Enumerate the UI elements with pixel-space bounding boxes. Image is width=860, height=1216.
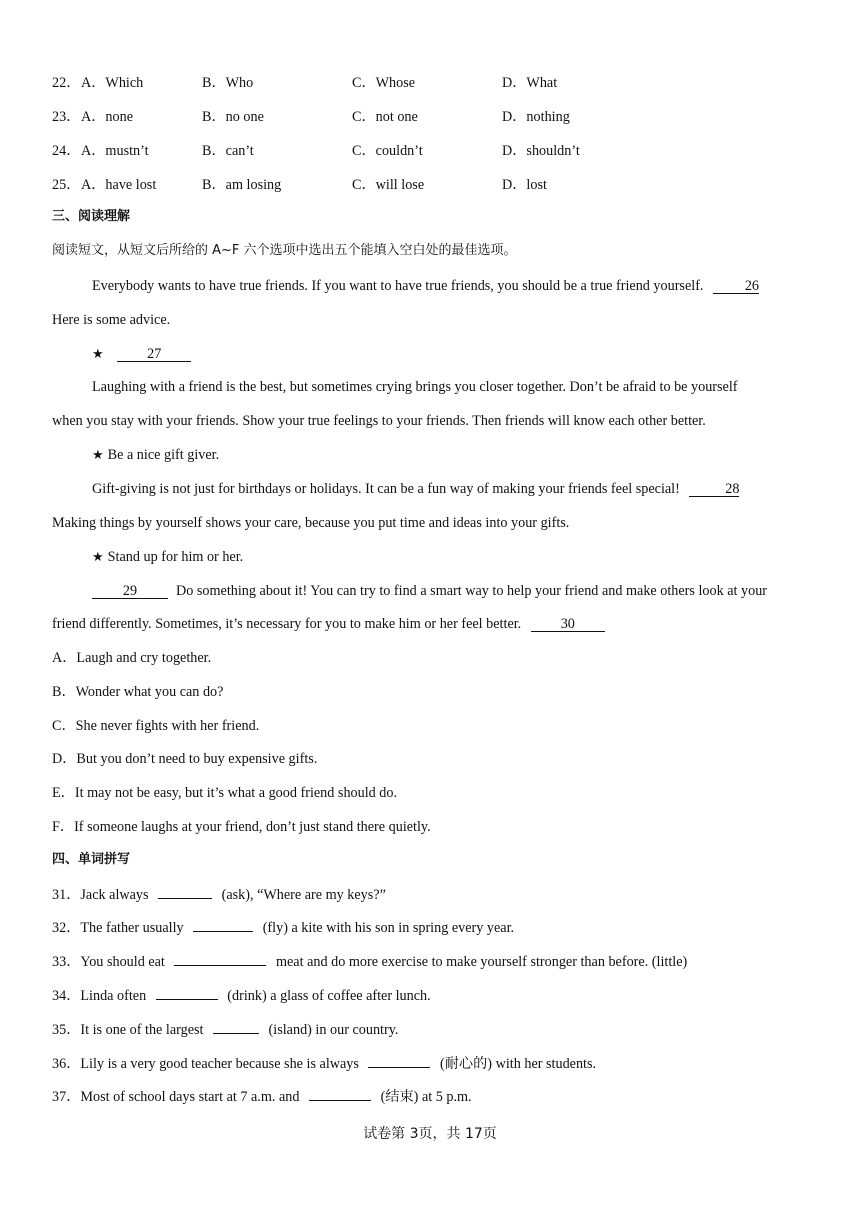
paragraph-1-line-2: Here is some advice. — [52, 312, 171, 328]
item-number: 31． — [52, 887, 81, 903]
item-text-pre: It is one of the largest — [80, 1022, 204, 1038]
item-number: 35． — [52, 1022, 81, 1038]
item-text-post: (ask), “Where are my keys?” — [221, 887, 386, 903]
star-icon: ★ — [92, 347, 104, 362]
option-c: C．couldn’t — [352, 143, 423, 159]
section-heading-spelling: 四、单词拼写 — [52, 852, 131, 867]
page-footer: 试卷第 3页，共 17页 — [363, 1126, 497, 1142]
subheading-text: Be a nice gift giver. — [107, 447, 220, 463]
answer-blank[interactable] — [174, 965, 266, 966]
question-number: 23． — [52, 109, 81, 125]
paragraph-1-line-1 — [92, 279, 759, 294]
option-a: A．Which — [81, 75, 144, 91]
paragraph-3-line-1 — [92, 482, 739, 497]
choice-b: B．Wonder what you can do? — [52, 684, 224, 700]
spelling-item-32 — [52, 921, 514, 935]
option-b: B．Who — [202, 75, 254, 91]
spelling-item-33 — [52, 955, 687, 969]
spelling-item-34 — [52, 989, 431, 1003]
paragraph-text: Gift-giving is not just for birthdays or holidays. It can be a fun way of making your friends feel special! — [92, 481, 680, 497]
item-text-post: (fly) a kite with his son in spring every year. — [262, 920, 515, 936]
option-d: D．What — [502, 75, 558, 91]
paragraph-2-line-1: Laughing with a friend is the best, but sometimes crying brings you closer together. Don’t be afraid to be yourself — [92, 379, 738, 395]
item-text-pre: You should eat — [80, 954, 165, 970]
spelling-item-31 — [52, 888, 386, 902]
subheading-27 — [92, 347, 191, 362]
choice-e: E．It may not be easy, but it’s what a good friend should do. — [52, 785, 398, 801]
choice-d: D．But you don’t need to buy expensive gifts. — [52, 751, 318, 767]
option-d: D．lost — [502, 177, 547, 193]
item-number: 34． — [52, 988, 81, 1004]
subheading-gift — [92, 448, 219, 462]
item-number: 36． — [52, 1056, 81, 1072]
option-c: C．will lose — [352, 177, 425, 193]
item-text-pre: The father usually — [80, 920, 184, 936]
paragraph-4-line-1 — [92, 584, 767, 599]
item-text-pre: Jack always — [80, 887, 149, 903]
option-c: C．Whose — [352, 75, 416, 91]
section-instruction: 阅读短文，从短文后所给的 A~F 六个选项中选出五个能填入空白处的最佳选项。 — [52, 243, 517, 258]
paragraph-text: Do something about it! You can try to find a smart way to help your friend and make others look at your — [176, 583, 768, 599]
blank-29: 29 — [92, 584, 168, 599]
paragraph-text: Everybody wants to have true friends. If you want to have true friends, you should be a true friend yourself. — [92, 278, 704, 294]
answer-blank[interactable] — [309, 1100, 371, 1101]
item-text-post: (结束) at 5 p.m. — [380, 1089, 472, 1105]
blank-26: 26 — [713, 279, 759, 294]
option-b: B．am losing — [202, 177, 282, 193]
star-icon: ★ — [92, 550, 104, 565]
option-d: D．nothing — [502, 109, 570, 125]
item-number: 37． — [52, 1089, 81, 1105]
answer-blank[interactable] — [213, 1033, 259, 1034]
answer-blank[interactable] — [193, 931, 253, 932]
paragraph-3-line-2: Making things by yourself shows your care, because you put time and ideas into your gifts. — [52, 515, 570, 531]
section-heading-reading: 三、阅读理解 — [52, 209, 131, 224]
paragraph-2-line-2: when you stay with your friends. Show your true feelings to your friends. Then friends will know each other better. — [52, 413, 706, 429]
question-number: 25． — [52, 177, 81, 193]
item-number: 32． — [52, 920, 81, 936]
option-a: A．mustn’t — [81, 143, 149, 159]
subheading-text: Stand up for him or her. — [107, 549, 244, 565]
star-icon: ★ — [92, 448, 104, 463]
question-number: 24． — [52, 143, 81, 159]
item-text-pre: Lily is a very good teacher because she is always — [80, 1056, 359, 1072]
choice-c: C．She never fights with her friend. — [52, 718, 260, 734]
blank-30: 30 — [531, 617, 605, 632]
option-d: D．shouldn’t — [502, 143, 580, 159]
option-a: A．have lost — [81, 177, 157, 193]
option-b: B．can’t — [202, 143, 254, 159]
item-number: 33． — [52, 954, 81, 970]
item-text-post: meat and do more exercise to make yourself stronger than before. (little) — [275, 954, 688, 970]
blank-28: 28 — [689, 482, 739, 497]
option-b: B．no one — [202, 109, 264, 125]
spelling-item-35 — [52, 1023, 398, 1037]
answer-blank[interactable] — [156, 999, 218, 1000]
question-number: 22． — [52, 75, 81, 91]
spelling-item-37 — [52, 1090, 472, 1104]
paragraph-4-line-2 — [52, 617, 605, 632]
item-text-post: (island) in our country. — [268, 1022, 399, 1038]
subheading-stand-up — [92, 550, 243, 564]
option-a: A．none — [81, 109, 134, 125]
choice-a: A．Laugh and cry together. — [52, 650, 212, 666]
paragraph-text: friend differently. Sometimes, it’s necessary for you to make him or her feel better. — [52, 616, 522, 632]
item-text-post: (drink) a glass of coffee after lunch. — [227, 988, 431, 1004]
answer-blank[interactable] — [368, 1067, 430, 1068]
item-text-pre: Linda often — [80, 988, 147, 1004]
item-text-post: (耐心的) with her students. — [440, 1056, 597, 1072]
answer-blank[interactable] — [158, 898, 212, 899]
blank-27: 27 — [117, 347, 191, 362]
option-c: C．not one — [352, 109, 418, 125]
choice-f: F．If someone laughs at your friend, don’t just stand there quietly. — [52, 819, 431, 835]
spelling-item-36 — [52, 1057, 596, 1071]
item-text-pre: Most of school days start at 7 a.m. and — [80, 1089, 300, 1105]
